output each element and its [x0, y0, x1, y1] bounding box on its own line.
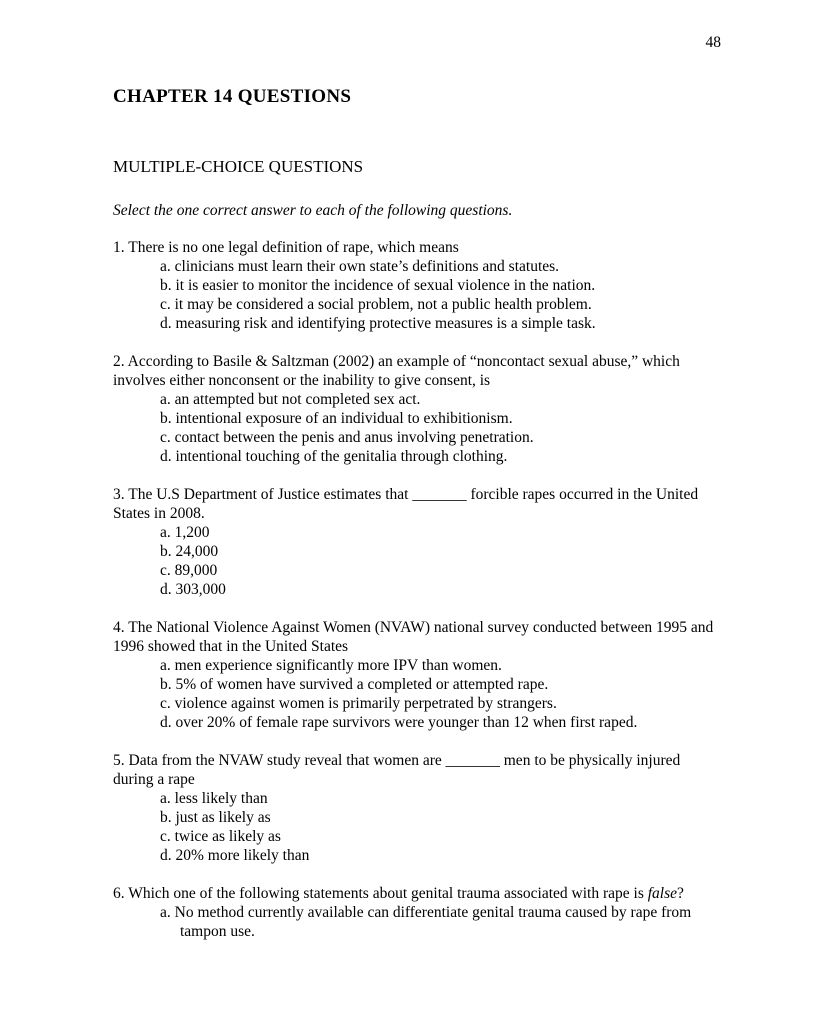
question-option: a. clinicians must learn their own state’s definitions and statutes. [160, 258, 560, 275]
question-stem: 3. The U.S Department of Justice estimates that _______ forcible rapes occurred in the United States in 2008. [113, 486, 699, 522]
question-option: d. 303,000 [160, 581, 226, 598]
question-stem: 4. The National Violence Against Women (NVAW) national survey conducted between 1995 and 1996 showed that in the United States [113, 619, 714, 655]
question-option: d. 20% more likely than [160, 847, 310, 864]
page-number: 48 [705, 34, 721, 51]
instructions-text: Select the one correct answer to each of the following questions. [113, 202, 513, 219]
option-list [113, 656, 721, 732]
question-option: b. 24,000 [160, 543, 219, 560]
section-heading: MULTIPLE-CHOICE QUESTIONS [113, 157, 364, 176]
question-block [113, 884, 721, 941]
question-option: c. violence against women is primarily perpetrated by strangers. [160, 695, 557, 712]
question-option: b. 5% of women have survived a completed or attempted rape. [160, 676, 549, 693]
question-option: a. 1,200 [160, 524, 210, 541]
question-option: c. 89,000 [160, 562, 218, 579]
question-option: c. contact between the penis and anus involving penetration. [160, 429, 534, 446]
question-option: d. measuring risk and identifying protective measures is a simple task. [160, 315, 596, 332]
option-list [113, 789, 721, 865]
stem-segment: 6. Which one of the following statements about genital trauma associated with rape is [113, 885, 648, 902]
question-option: a. No method currently available can differentiate genital trauma caused by rape from tampon use. [160, 904, 692, 940]
question-option: c. twice as likely as [160, 828, 281, 845]
stem-segment: ? [677, 885, 684, 902]
question-block [113, 352, 721, 466]
question-block [113, 485, 721, 599]
question-option: d. over 20% of female rape survivors were younger than 12 when first raped. [160, 714, 638, 731]
question-stem: 5. Data from the NVAW study reveal that women are _______ men to be physically injured during a rape [113, 752, 681, 788]
question-option: a. an attempted but not completed sex act. [160, 391, 421, 408]
question-stem: 2. According to Basile & Saltzman (2002) an example of “noncontact sexual abuse,” which involves either nonconsent or the inability to give consent, is [113, 353, 680, 389]
question-option: d. intentional touching of the genitalia through clothing. [160, 448, 508, 465]
question-option: b. just as likely as [160, 809, 271, 826]
question-option: a. less likely than [160, 790, 268, 807]
question-block [113, 618, 721, 732]
question-option: b. intentional exposure of an individual to exhibitionism. [160, 410, 513, 427]
option-list [113, 523, 721, 599]
question-option: a. men experience significantly more IPV than women. [160, 657, 502, 674]
question-block [113, 751, 721, 865]
stem-italic-segment: false [647, 885, 678, 902]
option-list [113, 390, 721, 466]
page-content [113, 33, 721, 941]
question-stem [113, 884, 721, 903]
question-option: c. it may be considered a social problem, not a public health problem. [160, 296, 592, 313]
question-option: b. it is easier to monitor the incidence of sexual violence in the nation. [160, 277, 596, 294]
question-list [113, 238, 721, 941]
chapter-heading: CHAPTER 14 QUESTIONS [113, 86, 352, 107]
question-block [113, 238, 721, 333]
option-list [113, 257, 721, 333]
option-list [113, 903, 721, 941]
question-stem: 1. There is no one legal definition of rape, which means [113, 239, 459, 256]
